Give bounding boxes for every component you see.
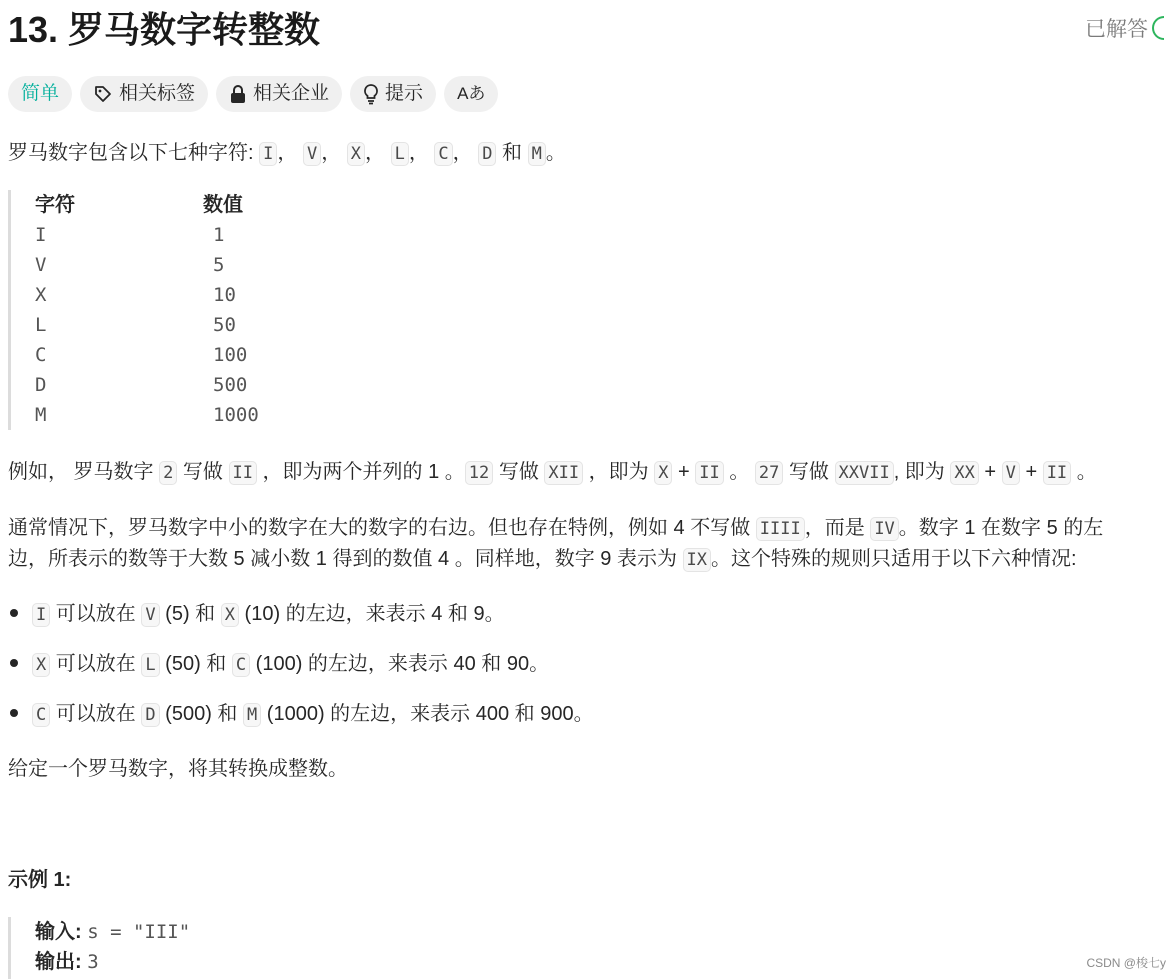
inline-code: X [347,142,365,166]
solved-label: 已解答 [1085,18,1148,41]
check-circle-icon [1152,16,1164,40]
output-value: 3 [87,951,99,973]
example-heading: 示例 1: [8,869,72,891]
table-row [35,400,259,430]
inline-code: 27 [755,461,783,485]
output-label: 输出: [35,951,82,973]
symbol-cell: D [35,374,47,396]
watermark: CSDN @梭七y [1086,956,1166,970]
inline-code: X [654,461,672,485]
hint-button[interactable] [350,76,436,112]
inline-code: C [434,142,452,166]
translate-icon: Aあ [457,84,486,103]
inline-code: 2 [159,461,177,485]
tag-bar [8,76,498,112]
inline-code: C [232,653,250,677]
inline-code: IV [870,517,898,541]
value-cell: 500 [213,374,248,396]
inline-code: C [32,703,50,727]
inline-code: L [391,142,409,166]
inline-code: XXVII [835,461,894,485]
inline-code: IIII [756,517,805,541]
inline-code: I [32,603,50,627]
inline-code: M [243,703,261,727]
lightbulb-icon [363,83,379,105]
hint-label: 提示 [385,83,424,104]
inline-code: L [141,653,159,677]
inline-code: V [141,603,159,627]
example-block [8,917,190,979]
topics-tag-label: 相关标签 [119,83,196,104]
companies-tag-button[interactable] [216,76,342,112]
inline-code: I [259,142,277,166]
input-value: s = "III" [87,921,191,943]
inline-code: XII [544,461,583,485]
bullet-dot [10,659,18,667]
list-item: C 可以放在 D (500) 和 M (1000) 的左边，来表示 400 和 900。 [8,699,594,730]
translate-button[interactable] [444,76,498,112]
list-item: I 可以放在 V (5) 和 X (10) 的左边，来表示 4 和 9。 [8,599,505,630]
table-row [35,310,259,340]
title-row [8,8,1172,52]
input-label: 输入: [35,921,82,943]
intro-paragraph [8,138,566,169]
value-cell: 10 [213,284,236,306]
lock-icon [229,84,247,104]
inline-code: II [1043,461,1071,485]
example-input-row [35,917,190,947]
table-row [35,280,259,310]
inline-code: XX [950,461,978,485]
symbol-cell: I [35,224,47,246]
solved-status [1085,16,1164,44]
table-row [35,370,259,400]
conjunction: 和 [502,142,522,164]
difficulty-tag[interactable]: 简单 [8,76,72,112]
separator: ， [408,142,429,164]
list-item: X 可以放在 L (50) 和 C (100) 的左边，来表示 40 和 90。 [8,649,549,680]
inline-code: 12 [465,461,493,485]
value-cell: 5 [213,254,225,276]
separator: ， [321,142,342,164]
symbol-cell: X [35,284,47,306]
example-paragraph: 例如， 罗马数字 2 写做 II ，即为两个并列的 1 。 12 写做 XII ，即为 X + II 。 27 写做 XXVII , 即为 XX + V + II 。 [8,461,1097,483]
symbol-cell: V [35,254,47,276]
symbol-cell: L [35,314,47,336]
period: 。 [545,142,566,164]
inline-code: V [303,142,321,166]
table-row [35,250,259,280]
symbol-cell: M [35,404,47,426]
value-cell: 1 [213,224,225,246]
value-cell: 1000 [213,404,259,426]
bullet-dot [10,609,18,617]
table-row [35,220,259,250]
inline-code: IX [683,548,711,572]
inline-code: X [221,603,239,627]
bullet-dot [10,709,18,717]
value-cell: 100 [213,344,248,366]
topics-tag-button[interactable] [80,76,208,112]
problem-title[interactable]: 13. 罗马数字转整数 [8,9,321,50]
symbol-cell: C [35,344,47,366]
table-row [35,340,259,370]
column-header-value: 数值 [203,194,243,216]
intro-text: 罗马数字包含以下七种字符: [8,142,254,164]
companies-tag-label: 相关企业 [253,83,330,104]
separator: ， [365,142,385,164]
example-output-row [35,947,190,977]
table-header [35,190,259,220]
separator: ， [277,142,298,164]
value-cell: 50 [213,314,236,336]
task-statement: 给定一个罗马数字，将其转换成整数。 [8,758,348,780]
separator: ， [452,142,473,164]
rule-paragraph-line-2: 边，所表示的数等于大数 5 减小数 1 得到的数值 4 。同样地，数字 9 表示为 IX 。这个特殊的规则只适用于以下六种情况: [8,548,1077,570]
inline-code: X [32,653,50,677]
inline-code: V [1002,461,1020,485]
inline-code: D [141,703,159,727]
tag-icon [93,84,113,104]
column-header-symbol: 字符 [35,194,75,216]
rule-paragraph-line-1: 通常情况下，罗马数字中小的数字在大的数字的右边。但也存在特例，例如 4 不写做 IIII ，而是 IV 。数字 1 在数字 5 的左 [8,517,1104,539]
inline-code: II [695,461,723,485]
inline-code: II [229,461,257,485]
inline-code: M [528,142,546,166]
symbol-table [8,190,259,430]
inline-code: D [478,142,496,166]
